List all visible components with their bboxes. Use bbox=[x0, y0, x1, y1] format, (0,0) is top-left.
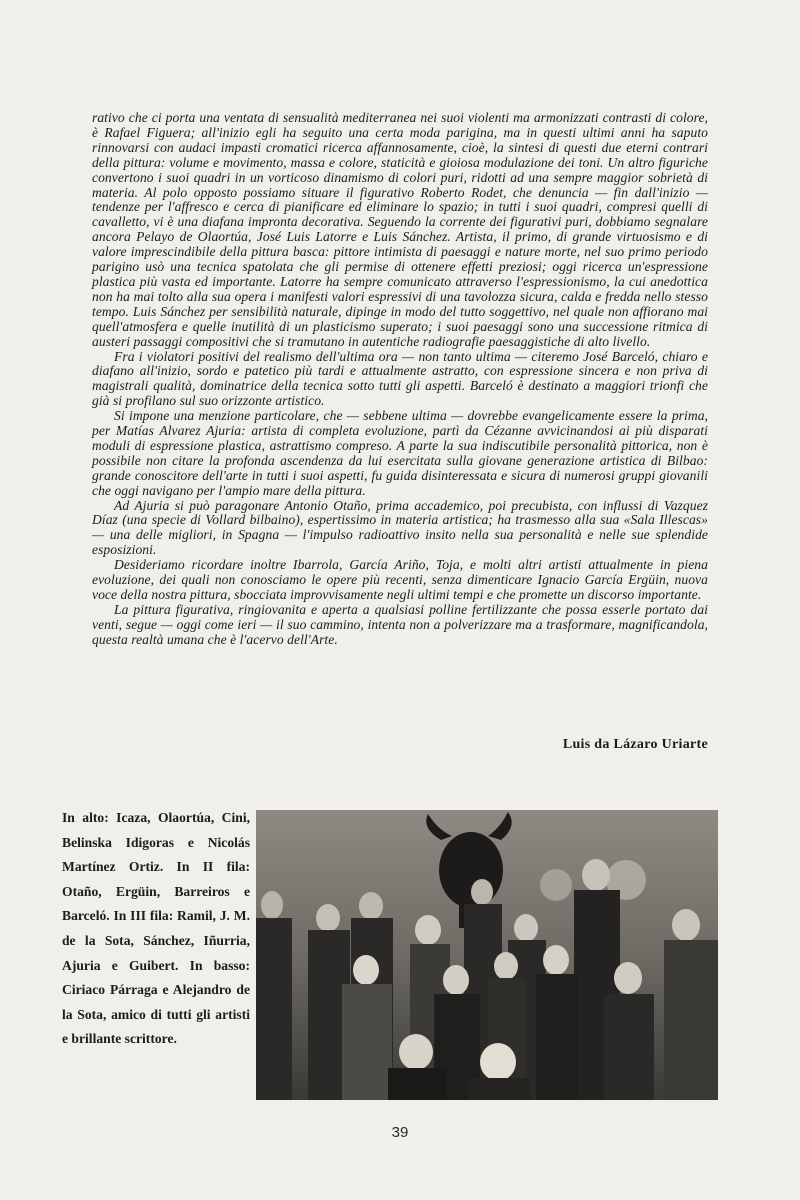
article-paragraph: rativo che ci porta una ventata di sensualità mediterranea nei suoi violenti ma armonizzati contrasti di colore, è Rafael Figuera; all'inizio egli ha seguito una certa moda parigina, ma in questi ultimi anni ha saputo rinnovarsi con audaci impasti cromatici ricerca affannosamente, cioè, la sintesi di questi due eterni contrari della pittura: volume e movimento, massa e colore, staticità e gioiosa modulazione dei toni. Un altro figuriche convertono i suoi quadri in un vorticoso dinamismo di colori puri, ridotti ad una sempre maggior sobrietà di materia. Al polo opposto possiamo situare il figurativo Roberto Rodet, che denuncia — fin dall'inizio — tendenze per l'affresco e cerca di pianificare ed eliminare lo spazio; in tutti i suoi quadri, compresi quelli di cavalletto, vi è una diafana impronta decorativa. Seguendo la corrente dei figurativi puri, dobbiamo segnalare ancora Pelayo de Olaortúa, José Luis Latorre e Luis Sánchez. Artista, il primo, di grande virtuosismo e di valore imprescindibile della pittura basca: pittore intimista di paesaggi e nature morte, nel suo primo periodo parigino usò una tecnica spatolata che gli permise di ottenere effetti preziosi; oggi ricerca un'espressione plastica più vasta ed importante. Latorre ha sempre comunicato attraverso l'espressionismo, la cui anedottica non ha mai tolto alla sua opera i manifesti valori espressivi di una tavolozza sicura, calda e fredda nello stesso tempo. Luis Sánchez per sensibilità naturale, dipinge in modo del tutto soggettivo, nel quale non affiorano mai quell'atmosfera e quelle inutilità di un plasticismo superato; i suoi paesaggi sono una successione ritmica di austeri passaggi compositivi che si tramutano in autentiche radiografie paesaggistiche di alto livello. bbox=[92, 110, 708, 349]
article-paragraph: Fra i violatori positivi del realismo dell'ultima ora — non tanto ultima — citeremo José Barceló, chiaro e diafano all'inizio, sordo e patetico più tardi e attualmente astratto, con espressione sincera e non priva di magistrali qualità, dominatrice della tecnica sotto tutti gli aspetti. Barceló è destinato a maggiori trionfi che già si profilano sul suo orizzonte artistico. bbox=[92, 348, 708, 409]
article-paragraph: Desideriamo ricordare inoltre Ibarrola, García Ariño, Toja, e molti altri artisti attualmente in piena evoluzione, dei quali non conosciamo le opere più recenti, senza dimenticare Ignacio García Ergüin, nuova voce della nostra pittura, sbocciata improvvisamente negli ultimi tempi e che promette un discorso importante. bbox=[92, 557, 708, 602]
photo-caption: In alto: Icaza, Olaortúa, Cini, Belinska Idigoras e Nicolás Martínez Ortiz. In II fila: Otaño, Ergüin, Barreiros e Barceló. In III fila: Ramil, J. M. de la Sota, Sánchez, Iñurria, Ajuria e Guibert. In basso: Ciriaco Párraga e Alejandro de la Sota, amico di tutti gli artisti e brillante scrittore. bbox=[62, 810, 250, 1047]
group-photo-illustration bbox=[256, 810, 718, 1100]
page-number: 39 bbox=[391, 1124, 409, 1141]
author-signature: Luis da Lázaro Uriarte bbox=[562, 737, 708, 752]
article-paragraph: Ad Ajuria si può paragonare Antonio Otaño, prima accademico, poi precubista, con influssi di Vazquez Díaz (una specie di Vollard bilbaino), espertissimo in materia artistica; ha trasmesso alla sua «Sala Illescas» — una delle migliori, in Spagna — l'impulso radioattivo insito nella sua personalità e nelle sue splendide esposizioni. bbox=[92, 497, 708, 558]
article-paragraph: Si impone una menzione particolare, che — sebbene ultima — dovrebbe evangelicamente essere la prima, per Matías Alvarez Ajuria: artista di completa evoluzione, partì da Cézanne avvicinandosi ai più disparati moduli di espressione plastica, astrattismo compreso. A parte la sua indiscutibile personalità pittorica, non è possibile non citare la profonda ascendenza da lui esercitata sulla giovane generazione artistica di Bilbao: grande conoscitore dell'arte in tutti i suoi aspetti, fu guida disinteressata e sicura di numerosi gruppi giovanili che oggi navigano per l'ampio mare della pittura. bbox=[92, 408, 708, 498]
article-body bbox=[92, 111, 708, 648]
group-photograph bbox=[256, 810, 718, 1100]
article-paragraph: La pittura figurativa, ringiovanita e aperta a qualsiasi polline fertilizzante che possa esserle portato dai venti, segue — oggi come ieri — il suo cammino, intenta non a polverizzare ma a trasformare, magnificandola, questa realtà umana che è l'acervo dell'Arte. bbox=[92, 601, 708, 647]
